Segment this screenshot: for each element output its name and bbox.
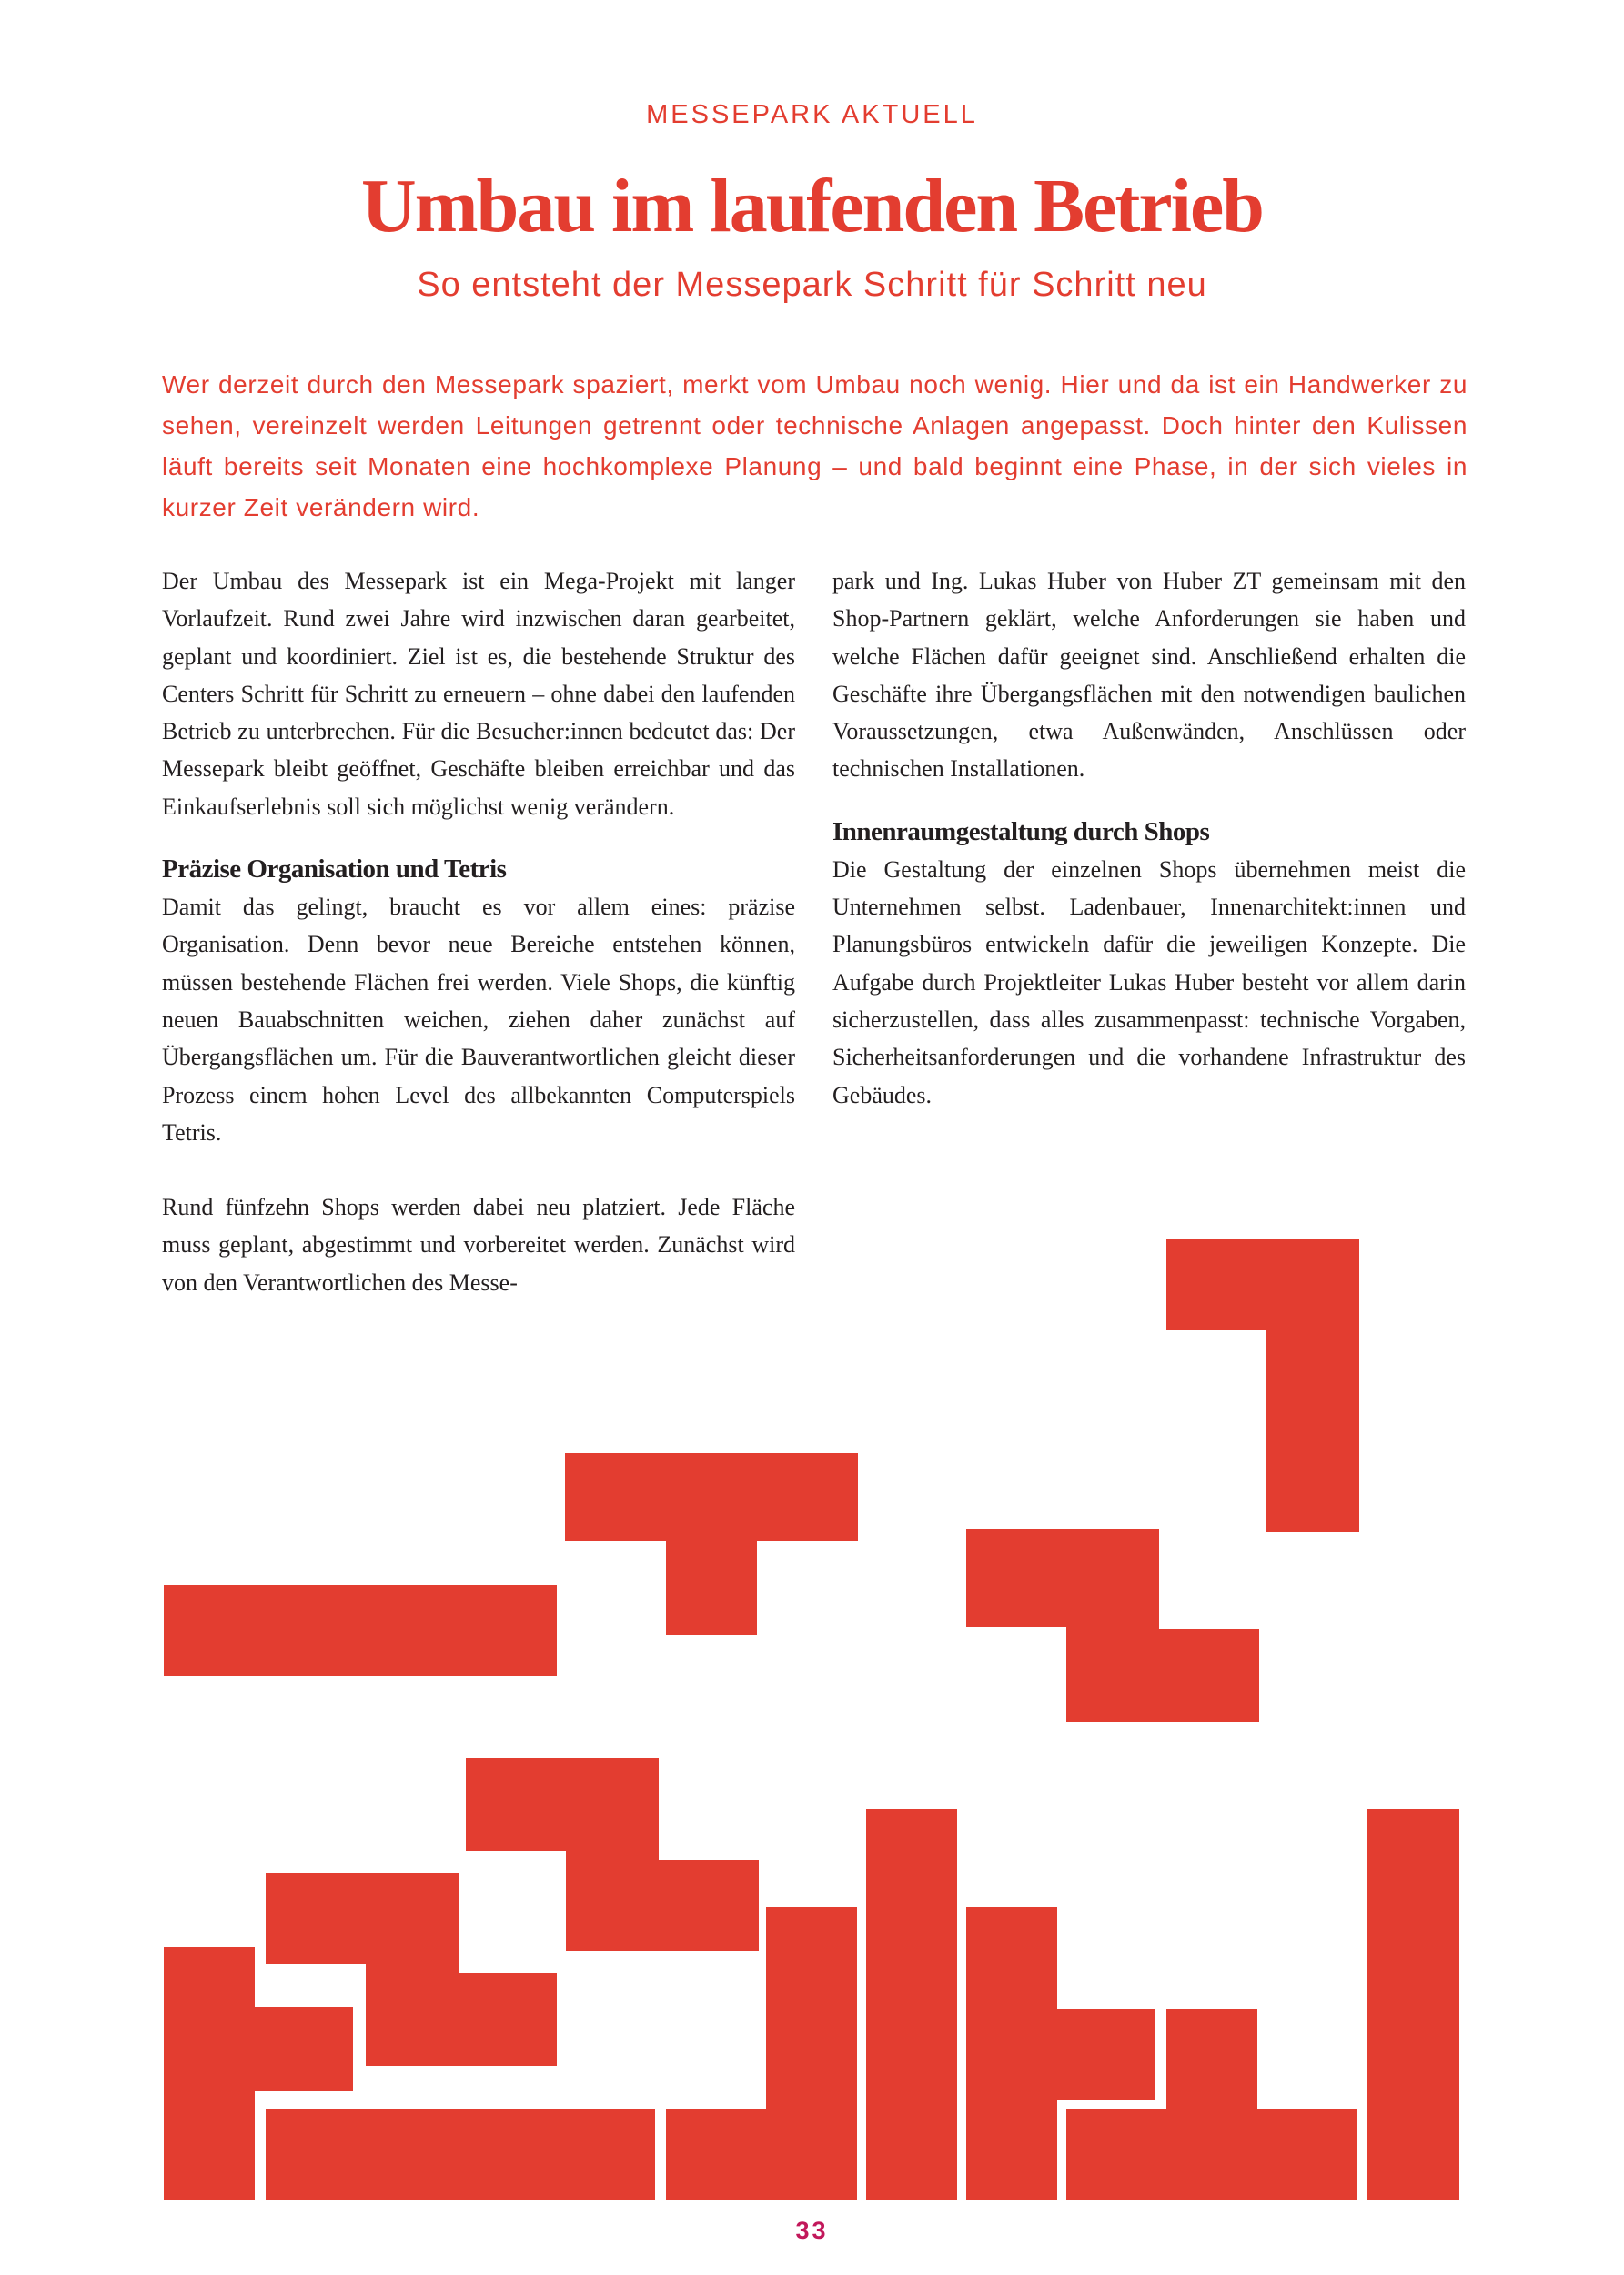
intro-paragraph: Der Umbau des Messepark ist ein Mega-Projekt mit langer Vorlaufzeit. Rund zwei Jahre wird inzwischen daran gearbeitet, geplant und koordiniert. Ziel ist es, die bestehende Struktur des Centers Schritt für Schritt zu erneuern – ohne dabei den laufenden Betrieb zu unterbrechen. Für die Besucher:innen bedeutet das: Der Messepark bleibt geöffnet, Geschäfte bleiben erreichbar und das Einkaufserlebnis soll sich möglichst wenig verändern.	[162, 568, 795, 820]
tetris-block-z-right	[966, 1529, 1259, 1722]
tetris-block-i-bottom	[266, 2109, 655, 2200]
section-heading-interior: Innenraumgestaltung durch Shops	[832, 816, 1210, 846]
page-title: Umbau im laufenden Betrieb	[360, 164, 1264, 248]
tetris-block-i-vertical-right	[1367, 1809, 1459, 2200]
shops-paragraph: Rund fünfzehn Shops werden dabei neu platziert. Jede Fläche muss geplant, abgestimmt und vorbereitet werden. Zunächst wird von den Verantwortlichen des Messe-	[162, 1194, 795, 1296]
section-heading-organisation: Präzise Organisation und Tetris	[162, 854, 507, 885]
tetris-block-i-horizontal	[164, 1585, 557, 1676]
tetris-block-l-top	[1166, 1239, 1359, 1532]
section-kicker: MESSEPARK AKTUELL	[646, 100, 978, 129]
continuation-paragraph: park und Ing. Lukas Huber von Huber ZT gemeinsam mit den Shop-Partnern geklärt, welche Anforderungen sie haben und welche Flächen dafür geeignet sind. Anschließend erhalten die Geschäfte ihre Übergangsflächen mit den notwendigen baulichen Voraussetzungen, etwa Außenwänden, Anschlüssen oder technischen Installationen.	[832, 568, 1466, 783]
interior-paragraph: Die Gestaltung der einzelnen Shops übernehmen meist die Unternehmen selbst. Ladenbauer, Innenarchitekt:innen und Planungsbüros entwickeln dafür die jeweiligen Konzepte. Die Aufgabe durch Projektleiter Lukas Huber besteht vor allem darin sicherzustellen, dass alles zusammenpasst: technische Vorgaben, Sicherheitsanforderungen und die vorhandene Infrastruktur des Gebäudes.	[832, 855, 1466, 1108]
tetris-block-z-middle	[466, 1758, 759, 1951]
tetris-block-t	[565, 1453, 858, 1635]
page-subtitle: So entsteht der Messepark Schritt für Schritt neu	[417, 266, 1207, 304]
tetris-block-i-vertical-center	[866, 1809, 957, 2200]
tetris-block-j-middle	[666, 1907, 857, 2200]
lead-paragraph: Wer derzeit durch den Messepark spaziert, merkt vom Umbau noch wenig. Hier und da ist ein Handwerker zu sehen, vereinzelt werden Leitungen getrennt oder technische Anlagen angepasst. Doch hinter den Kulissen läuft bereits seit Monaten eine hochkomplexe Planung – und bald beginnt eine Phase, in der sich vieles in kurzer Zeit verändern wird.	[162, 370, 1468, 521]
organisation-paragraph: Damit das gelingt, braucht es vor allem eines: präzise Organisation. Denn bevor neue Bereiche entstehen können, müssen bestehende Flächen frei werden. Viele Shops, die künftig neuen Bauabschnitten weichen, ziehen daher zunächst auf Übergangsflächen um. Für die Bauverantwortlichen gleicht dieser Prozess einem hohen Level des allbekannten Computerspiels Tetris.	[162, 894, 795, 1146]
page-number: 33	[795, 2217, 829, 2244]
